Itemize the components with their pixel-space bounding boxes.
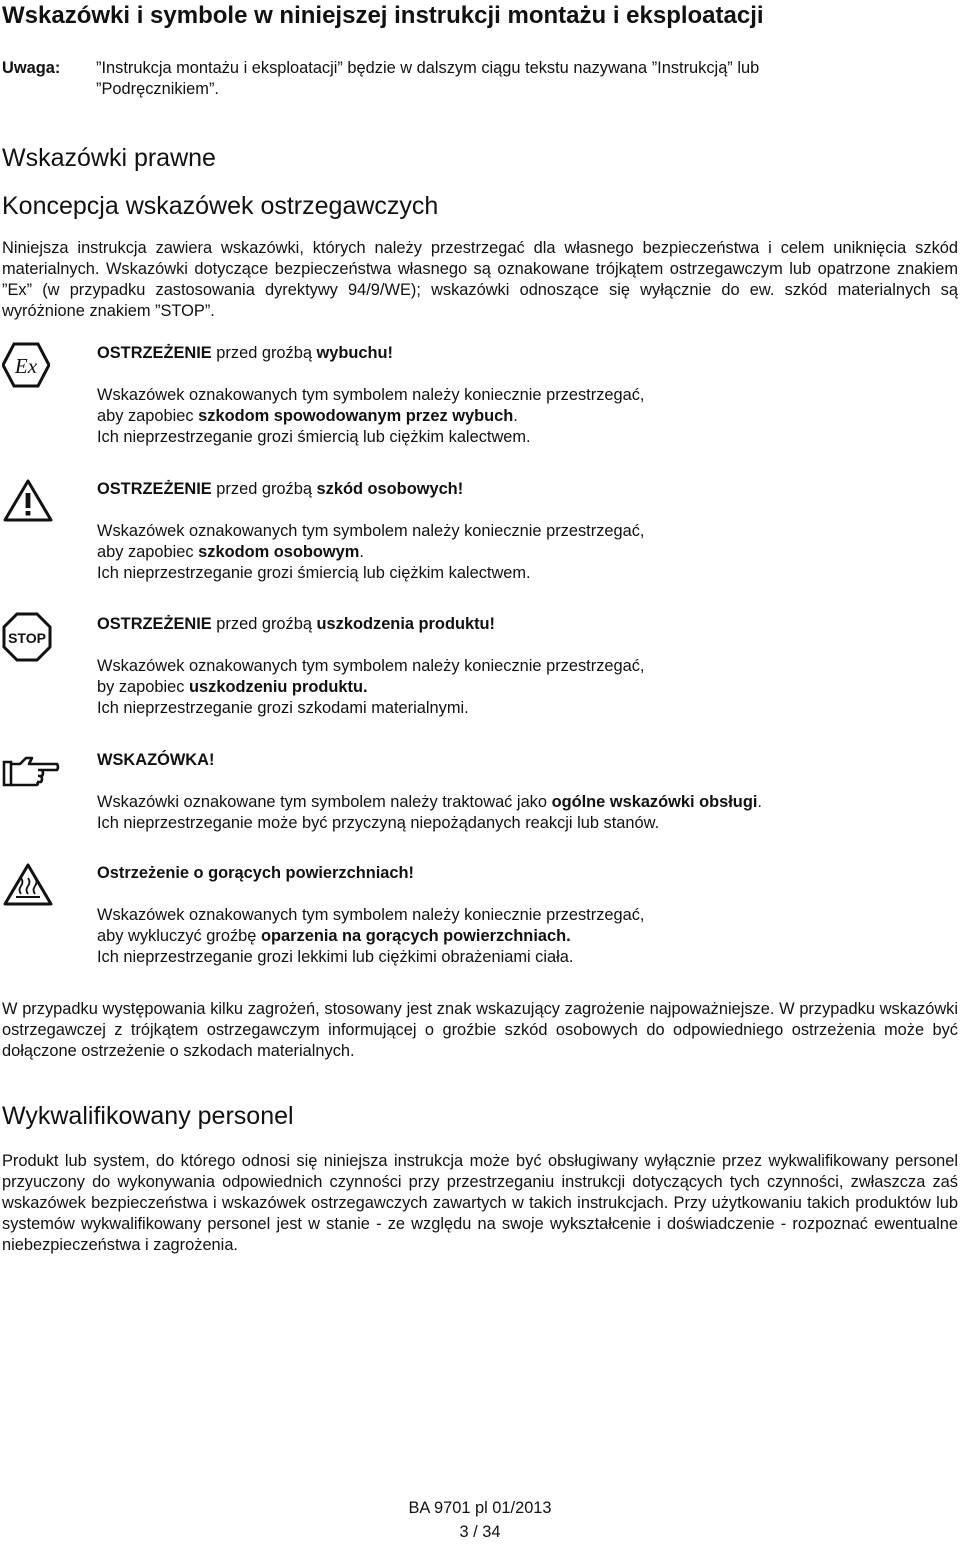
footer-page-number: 3 / 34 (459, 1523, 501, 1541)
ex-explosion-icon (2, 342, 58, 392)
note-hint (97, 750, 947, 834)
warning-personal (97, 479, 947, 584)
stop-icon-text: STOP (8, 630, 46, 646)
product-title: OSTRZEŻENIE przed groźbą uszkodzenia produktu! (97, 615, 496, 633)
warning-hot-surface (97, 863, 947, 968)
hot-title: Ostrzeżenie o gorących powierzchniach! (97, 864, 414, 882)
note-title: WSKAZÓWKA! (97, 751, 215, 769)
warning-product (97, 614, 947, 719)
note-body: Wskazówki oznakowane tym symbolem należy traktować jako ogólne wskazówki obsługi. Ich nieprzestrzeganie może być przyczyną niepożądanych reakcji lub stanów. (97, 793, 762, 832)
page-title: Wskazówki i symbole w niniejszej instrukcji montażu i eksploatacji (2, 2, 764, 29)
intro-paragraph (2, 238, 958, 322)
hot-surface-icon (2, 862, 58, 912)
qualified-heading: Wykwalifikowany personel (2, 1102, 294, 1130)
hot-body: Wskazówek oznakowanych tym symbolem należy koniecznie przestrzegać, aby wykluczyć groźbę oparzenia na gorących powierzchniach. Ich nieprzestrzeganie grozi lekkimi lub ciężkimi obrażeniami ciała. (97, 906, 645, 966)
multiple-hazards-paragraph (2, 999, 958, 1062)
multiple-hazards-text: W przypadku występowania kilku zagrożeń, stosowany jest znak wskazujący zagrożenie najpoważniejsze. W przypadku wskazówki ostrzegawczej z trójkątem ostrzegawczym informującej o groźbie szkód osobowych do odpowiedniego ostrzeżenia może być dołączone ostrzeżenie o szkodach materialnych. (2, 1000, 958, 1060)
warning-triangle-icon (2, 478, 58, 528)
ex-icon-text: Ex (14, 354, 38, 378)
personal-title: OSTRZEŻENIE przed groźbą szkód osobowych! (97, 480, 464, 498)
warning-explosion (97, 343, 947, 448)
qualified-text: Produkt lub system, do którego odnosi się niniejsza instrukcja może być obsługiwany wyłącznie przez wykwalifikowany personel przyuczony do wykonywania odpowiednich czynności przy przestrzeganiu instrukcji dotyczących tych czynności, zwłaszcza zaś wskazówek bezpieczeństwa i wskazówek ostrzegawczych zawartych w takich instrukcjach. Przy użytkowaniu takich produktów lub systemów wykwalifikowany personel jest w stanie - ze względu na swoje wykształcenie i doświadczenie - rozpoznać ewentualne niebezpieczeństwa i zagrożenia. (2, 1152, 958, 1254)
explosion-body: Wskazówek oznakowanych tym symbolem należy koniecznie przestrzegać, aby zapobiec szkodom spowodowanym przez wybuch. Ich nieprzestrzeganie grozi śmiercią lub ciężkim kalectwem. (97, 386, 645, 446)
uwaga-text: ”Instrukcja montażu i eksploatacji” będzie w dalszym ciągu tekstu nazywana ”Instrukcją” lub ”Podręcznikiem”. (96, 59, 760, 98)
qualified-paragraph (2, 1151, 958, 1256)
personal-body: Wskazówek oznakowanych tym symbolem należy koniecznie przestrzegać, aby zapobiec szkodom osobowym. Ich nieprzestrzeganie grozi śmiercią lub ciężkim kalectwem. (97, 522, 645, 582)
explosion-title: OSTRZEŻENIE przed groźbą wybuchu! (97, 344, 394, 362)
product-body: Wskazówek oznakowanych tym symbolem należy koniecznie przestrzegać, by zapobiec uszkodzeniu produktu. Ich nieprzestrzeganie grozi szkodami materialnymi. (97, 657, 645, 717)
concept-heading: Koncepcja wskazówek ostrzegawczych (2, 192, 439, 220)
legal-heading: Wskazówki prawne (2, 144, 216, 172)
uwaga-label: Uwaga: (2, 59, 61, 77)
pointing-hand-icon (2, 754, 58, 804)
footer-doc-id: BA 9701 pl 01/2013 (408, 1499, 552, 1517)
page-footer (0, 1496, 960, 1544)
stop-sign-icon (2, 612, 58, 662)
intro-text: Niniejsza instrukcja zawiera wskazówki, których należy przestrzegać dla własnego bezpieczeństwa i celem uniknięcia szkód materialnych. Wskazówki dotyczące bezpieczeństwa własnego są oznakowane trójkątem ostrzegawczym lub opatrzone znakiem ”Ex” (w przypadku zastosowania dyrektywy 94/9/WE); wskazówki odnoszące się wyłącznie do ew. szkód materialnych są wyróżnione znakiem ”STOP”. (2, 239, 958, 320)
